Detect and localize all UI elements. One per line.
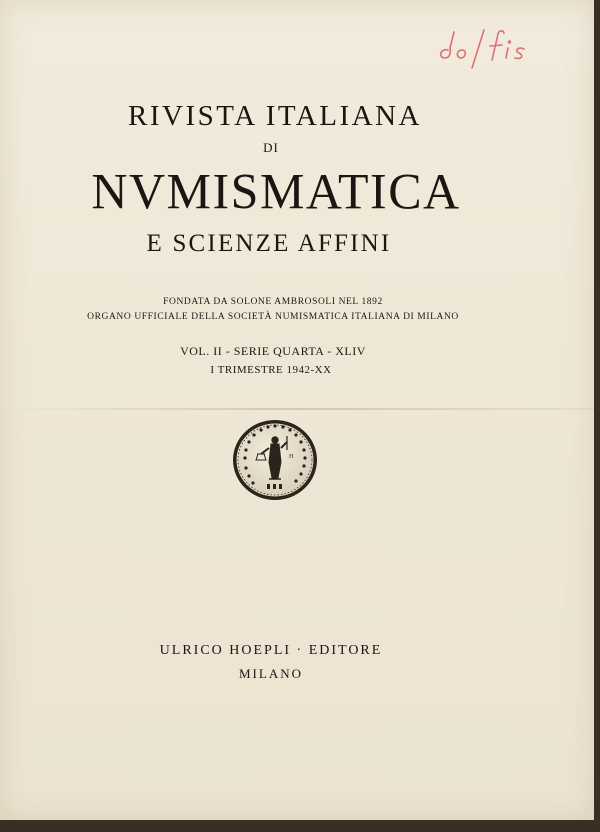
volume-line: VOL. II - SERIE QUARTA - XLIV xyxy=(180,344,366,358)
page-edge-bottom xyxy=(0,820,600,832)
page-edge-right xyxy=(594,0,600,832)
publisher-line: ULRICO HOEPLI · EDITORE xyxy=(159,643,383,658)
journal-title-line3: E SCIENZE AFFINI xyxy=(146,230,392,257)
journal-title-di: DI xyxy=(263,140,279,155)
journal-title-main: NVMISMATICA xyxy=(91,162,461,220)
city-line: MILANO xyxy=(239,666,303,681)
organ-line: ORGANO UFFICIALE DELLA SOCIETÀ NUMISMATICA ITALIANA DI MILANO xyxy=(87,312,459,322)
founded-line: FONDATA DA SOLONE AMBROSOLI NEL 1892 xyxy=(163,297,383,307)
coin-emblem-icon xyxy=(231,418,319,502)
handwritten-note xyxy=(432,22,542,72)
journal-title-line1: RIVISTA ITALIANA xyxy=(128,100,422,132)
svg-text:H: H xyxy=(289,454,294,460)
quarter-line: I TRIMESTRE 1942-XX xyxy=(210,364,332,376)
